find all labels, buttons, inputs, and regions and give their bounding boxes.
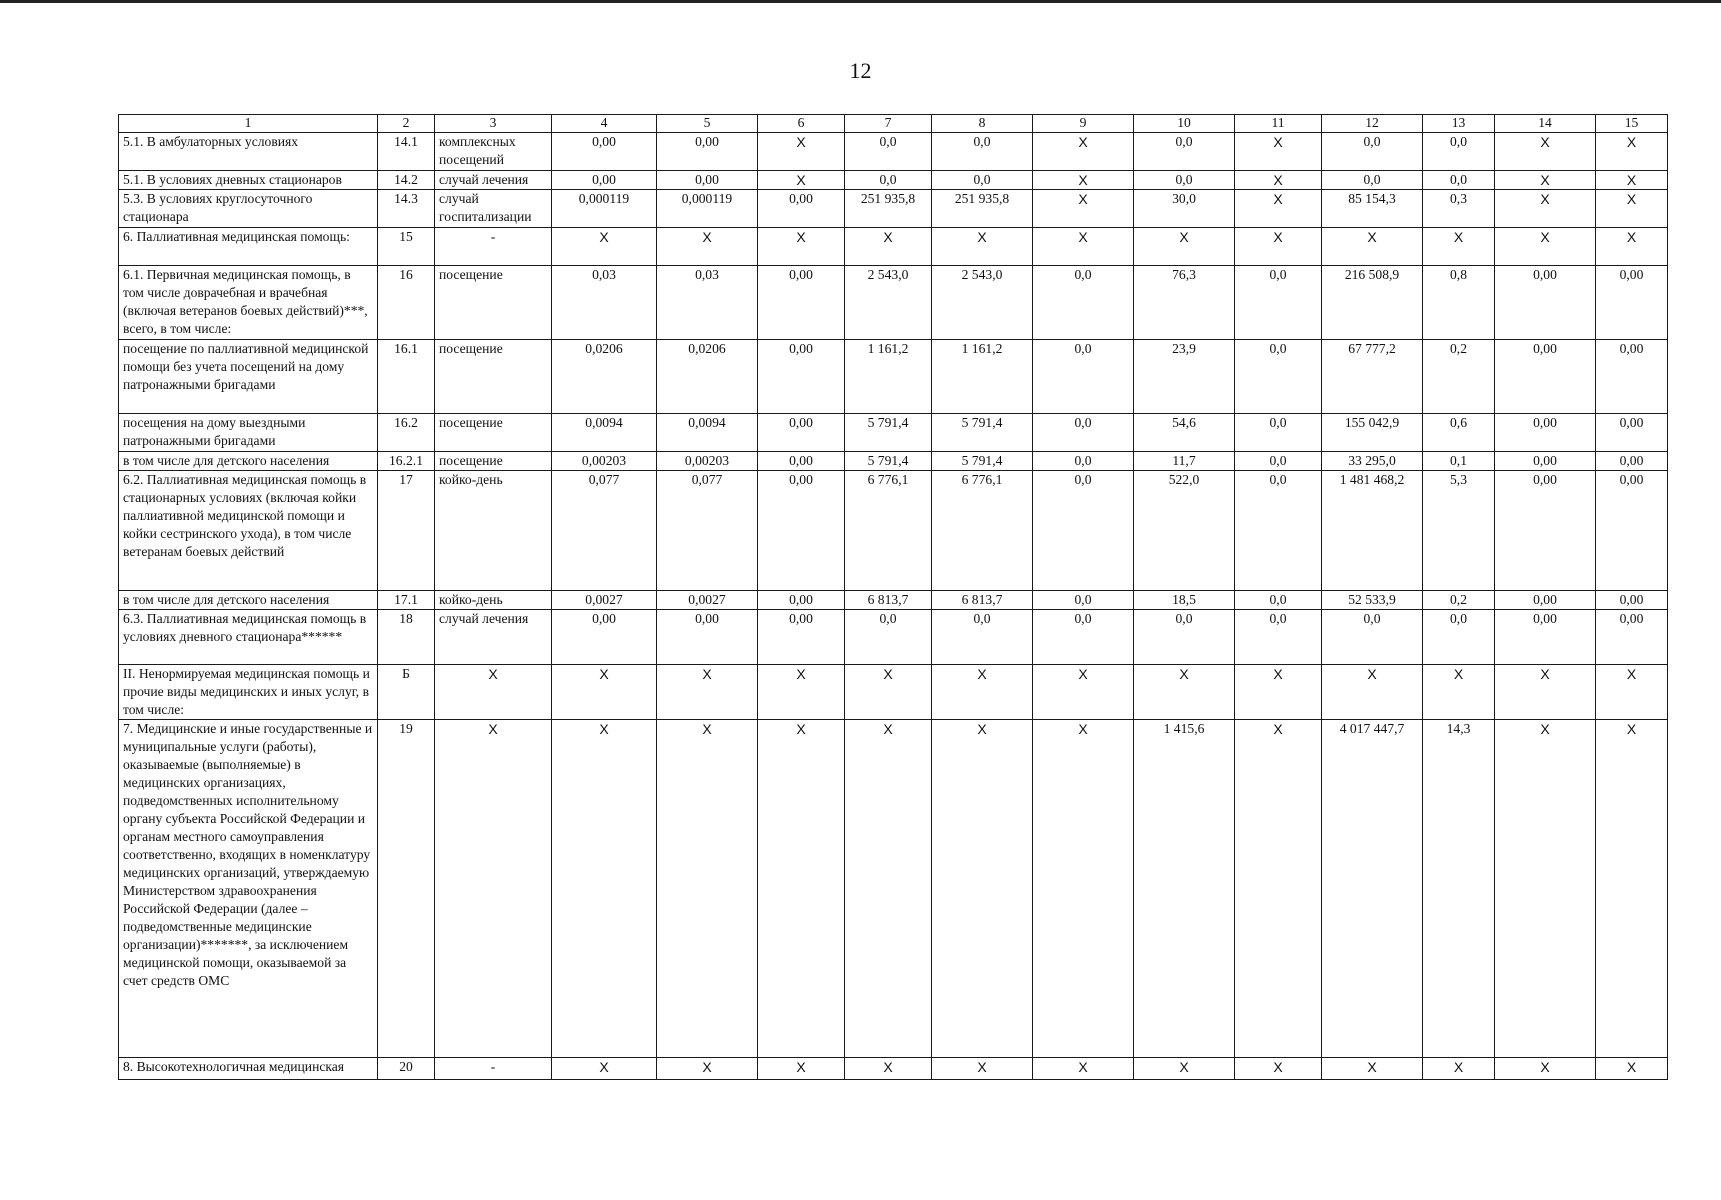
table-cell: X [657,1058,758,1080]
table-row [119,228,1668,266]
table-cell: 0,0 [1134,610,1235,665]
table-cell: 0,00 [1495,471,1596,591]
table-cell: 0,00 [758,340,845,414]
table-cell: - [435,1058,552,1080]
row-label-cell: 6. Паллиативная медицинская помощь: [119,228,378,266]
table-cell: X [1495,720,1596,1058]
table-cell: X [758,133,845,171]
table-cell: 0,0206 [552,340,657,414]
table-row [119,414,1668,452]
table-cell: 14.1 [378,133,435,171]
table-cell: X [1596,171,1668,190]
table-cell: 0,00 [758,471,845,591]
table-cell: X [1134,228,1235,266]
table-cell: X [1423,665,1495,720]
table-cell: X [932,665,1033,720]
table-cell: 1 481 468,2 [1322,471,1423,591]
table-cell: X [1033,1058,1134,1080]
table-cell: X [1495,1058,1596,1080]
table-cell: X [1033,228,1134,266]
table-cell: 14.2 [378,171,435,190]
table-cell: 0,0 [1423,610,1495,665]
header-cell: 11 [1235,115,1322,133]
table-cell: 0,00 [657,610,758,665]
table-cell: X [1423,228,1495,266]
table-cell: 0,0 [932,171,1033,190]
table-cell: X [1235,190,1322,228]
table-cell: X [1235,133,1322,171]
table-row [119,266,1668,340]
table-cell: 0,00 [657,133,758,171]
table-row [119,171,1668,190]
table-cell: 0,0 [1235,610,1322,665]
table-cell: 6 776,1 [845,471,932,591]
table-cell: 1 161,2 [932,340,1033,414]
table-cell: случай лечения [435,610,552,665]
table-cell: 0,0094 [552,414,657,452]
table-cell: X [552,665,657,720]
table-cell: 1 161,2 [845,340,932,414]
table-cell: 0,0 [1235,471,1322,591]
table-cell: X [1033,133,1134,171]
table-cell: X [758,1058,845,1080]
table-cell: 0,0 [1033,340,1134,414]
header-cell: 12 [1322,115,1423,133]
table-cell: 0,00 [1495,610,1596,665]
table-cell: 18,5 [1134,591,1235,610]
table-cell: 251 935,8 [932,190,1033,228]
table-cell: 16 [378,266,435,340]
table-cell: 17.1 [378,591,435,610]
header-cell: 6 [758,115,845,133]
table-cell: 0,03 [657,266,758,340]
header-cell: 5 [657,115,758,133]
table-cell: X [1596,228,1668,266]
table-cell: 52 533,9 [1322,591,1423,610]
table-row [119,665,1668,720]
table-cell: X [845,665,932,720]
header-cell: 15 [1596,115,1668,133]
table-cell: 67 777,2 [1322,340,1423,414]
table-cell: X [657,228,758,266]
header-cell: 7 [845,115,932,133]
table-cell: 17 [378,471,435,591]
table-cell: 0,0 [1322,171,1423,190]
scan-edge [0,0,1721,3]
table-cell: 6 776,1 [932,471,1033,591]
table-cell: X [435,665,552,720]
table-cell: 54,6 [1134,414,1235,452]
table-cell: 5 791,4 [845,452,932,471]
table-cell: случай лечения [435,171,552,190]
table-cell: 0,00203 [657,452,758,471]
table-cell: X [1596,720,1668,1058]
row-label-cell: II. Ненормируемая медицинская помощь и прочие виды медицинских и иных услуг, в том числе: [119,665,378,720]
table-row [119,190,1668,228]
table-cell: 0,0 [1134,133,1235,171]
table-cell: 0,00 [1495,591,1596,610]
table-cell: 0,0094 [657,414,758,452]
table-cell: 0,077 [552,471,657,591]
table-cell: 0,00 [758,414,845,452]
table-cell: X [435,720,552,1058]
table-cell: 0,00203 [552,452,657,471]
table-cell: X [1495,190,1596,228]
row-label-cell: 5.1. В условиях дневных стационаров [119,171,378,190]
table-cell: 14,3 [1423,720,1495,1058]
table-cell: 0,00 [552,171,657,190]
table-cell: 0,0 [1033,610,1134,665]
table-cell: 0,00 [552,133,657,171]
header-cell: 13 [1423,115,1495,133]
table-cell: 0,0 [1134,171,1235,190]
table-cell: 0,0 [1235,266,1322,340]
table-cell: 0,0 [845,610,932,665]
table-cell: 0,0206 [657,340,758,414]
table-cell: 0,1 [1423,452,1495,471]
table-cell: 0,00 [1596,471,1668,591]
table-cell: 0,0 [1235,414,1322,452]
table-cell: 16.2 [378,414,435,452]
table-cell: X [1033,665,1134,720]
table-cell: 0,00 [758,266,845,340]
table-cell: 19 [378,720,435,1058]
table-cell: 0,0 [1423,171,1495,190]
table-row [119,340,1668,414]
table-cell: 5 791,4 [932,452,1033,471]
table-cell: 0,0 [1235,452,1322,471]
table-cell: X [1134,1058,1235,1080]
table-cell: 0,0 [1235,340,1322,414]
table-cell: 0,00 [1596,266,1668,340]
table-cell: 0,03 [552,266,657,340]
table-cell: 0,0 [1423,133,1495,171]
table-cell: X [932,1058,1033,1080]
table-cell: 6 813,7 [845,591,932,610]
table-cell: 0,0 [1033,414,1134,452]
table-cell: 0,0027 [552,591,657,610]
table-cell: 6 813,7 [932,591,1033,610]
row-label-cell: 7. Медицинские и иные государственные и муниципальные услуги (работы), оказываемые (выполняемые) в медицинских организациях, подведомственных исполнительному органу субъекта Российской Федерации и органам местного самоуправления соответственно, входящих в номенклатуру медицинских организаций, утверждаемую Министерством здравоохранения Российской Федерации (далее – подведомственные медицинские организации)*******, за исключением медицинской помощи, оказываемой за счет средств ОМС [119,720,378,1058]
table-cell: 0,6 [1423,414,1495,452]
table-cell: X [758,720,845,1058]
header-cell: 14 [1495,115,1596,133]
table-cell: X [1596,133,1668,171]
table-cell: X [1495,133,1596,171]
table-cell: - [435,228,552,266]
table-cell: 0,00 [1596,340,1668,414]
table-cell: X [1235,228,1322,266]
table-cell: 20 [378,1058,435,1080]
table-cell: 0,00 [758,190,845,228]
table-cell: 0,00 [1596,414,1668,452]
table-cell: 0,0 [1033,266,1134,340]
table-cell: X [1235,665,1322,720]
table-cell: 16.1 [378,340,435,414]
table-cell: X [1322,665,1423,720]
table-cell: 155 042,9 [1322,414,1423,452]
table-cell: X [1596,1058,1668,1080]
row-label-cell: 8. Высокотехнологичная медицинская [119,1058,378,1080]
table-cell: X [845,720,932,1058]
table-cell: 0,0 [1033,452,1134,471]
table-cell: 14.3 [378,190,435,228]
table-cell: X [1033,171,1134,190]
header-cell: 3 [435,115,552,133]
table-cell: 4 017 447,7 [1322,720,1423,1058]
table-cell: X [1495,228,1596,266]
table-cell: 0,0 [1322,610,1423,665]
table-cell: 0,00 [758,452,845,471]
table-cell: 76,3 [1134,266,1235,340]
table-cell: 2 543,0 [845,266,932,340]
table-cell: 522,0 [1134,471,1235,591]
table-cell: X [932,228,1033,266]
table-cell: 11,7 [1134,452,1235,471]
table-row [119,452,1668,471]
table-cell: посещение [435,266,552,340]
header-cell: 10 [1134,115,1235,133]
row-label-cell: посещение по паллиативной медицинской помощи без учета посещений на дому патронажными бригадами [119,340,378,414]
table-cell: 16.2.1 [378,452,435,471]
table-cell: 0,2 [1423,340,1495,414]
table-cell: 0,000119 [657,190,758,228]
table-cell: X [657,665,758,720]
table-cell: 30,0 [1134,190,1235,228]
table-cell: X [758,171,845,190]
table-cell: 216 508,9 [1322,266,1423,340]
table-cell: 2 543,0 [932,266,1033,340]
table-row [119,471,1668,591]
table-cell: 0,00 [1495,414,1596,452]
row-label-cell: 6.3. Паллиативная медицинская помощь в условиях дневного стационара****** [119,610,378,665]
table-cell: X [1322,228,1423,266]
row-label-cell: 5.3. В условиях круглосуточного стационара [119,190,378,228]
table-cell: 0,00 [1495,452,1596,471]
table-cell: койко-день [435,471,552,591]
table-cell: X [552,228,657,266]
table-cell: посещение [435,452,552,471]
table-row [119,720,1668,1058]
table-cell: комплексных посещений [435,133,552,171]
table-cell: 1 415,6 [1134,720,1235,1058]
table-cell: 0,00 [1596,610,1668,665]
table-cell: X [845,1058,932,1080]
table-cell: 0,00 [657,171,758,190]
row-label-cell: в том числе для детского населения [119,591,378,610]
table-cell: 0,0 [1322,133,1423,171]
header-cell: 8 [932,115,1033,133]
table-cell: 0,0 [932,133,1033,171]
table-cell: X [1495,665,1596,720]
table-cell: X [552,1058,657,1080]
table-cell: X [1322,1058,1423,1080]
table-cell: 5 791,4 [845,414,932,452]
table-cell: 0,2 [1423,591,1495,610]
table-cell: 5 791,4 [932,414,1033,452]
table-cell: 0,0027 [657,591,758,610]
data-table [118,114,1668,1080]
table-cell: X [758,665,845,720]
header-row [119,115,1668,133]
table-cell: посещение [435,340,552,414]
table-cell: 251 935,8 [845,190,932,228]
table-row [119,1058,1668,1080]
table-cell: 0,0 [845,171,932,190]
table-cell: посещение [435,414,552,452]
table-cell: X [932,720,1033,1058]
table-cell: 0,000119 [552,190,657,228]
table-cell: 0,0 [932,610,1033,665]
header-cell: 4 [552,115,657,133]
table-cell: X [1235,1058,1322,1080]
row-label-cell: 5.1. В амбулаторных условиях [119,133,378,171]
table-cell: X [657,720,758,1058]
table-cell: 5,3 [1423,471,1495,591]
table-cell: 23,9 [1134,340,1235,414]
table-cell: X [552,720,657,1058]
table-cell: X [1423,1058,1495,1080]
table-cell: койко-день [435,591,552,610]
table-cell: 0,00 [552,610,657,665]
header-cell: 9 [1033,115,1134,133]
table-cell: 0,0 [1033,471,1134,591]
table-cell: 33 295,0 [1322,452,1423,471]
table-cell: Б [378,665,435,720]
table-cell: X [1495,171,1596,190]
table-cell: 0,3 [1423,190,1495,228]
row-label-cell: посещения на дому выездными патронажными бригадами [119,414,378,452]
table-cell: X [1134,665,1235,720]
table-cell: 18 [378,610,435,665]
table-cell: 0,00 [1596,452,1668,471]
page-number: 12 [849,58,872,83]
table-cell: 0,00 [758,591,845,610]
table-cell: 85 154,3 [1322,190,1423,228]
row-label-cell: 6.2. Паллиативная медицинская помощь в стационарных условиях (включая койки паллиативной медицинской помощи и койки сестринского ухода), в том числе ветеранам боевых действий [119,471,378,591]
table-row [119,591,1668,610]
table-cell: X [1033,720,1134,1058]
table-cell: 0,077 [657,471,758,591]
table-cell: 0,0 [845,133,932,171]
table-cell: X [1235,720,1322,1058]
header-cell: 2 [378,115,435,133]
row-label-cell: 6.1. Первичная медицинская помощь, в том числе доврачебная и врачебная (включая ветеранов боевых действий)***, всего, в том числе: [119,266,378,340]
table-cell: случай госпитализации [435,190,552,228]
table-cell: 0,00 [758,610,845,665]
table-cell: 0,0 [1235,591,1322,610]
table-row [119,133,1668,171]
table-cell: 0,00 [1596,591,1668,610]
table-cell: 0,8 [1423,266,1495,340]
header-cell: 1 [119,115,378,133]
row-label-cell: в том числе для детского населения [119,452,378,471]
table-cell: X [1596,190,1668,228]
table-cell: 0,0 [1033,591,1134,610]
table-cell: X [1235,171,1322,190]
table-cell: X [1596,665,1668,720]
table-cell: 0,00 [1495,340,1596,414]
table-cell: X [845,228,932,266]
table-cell: X [1033,190,1134,228]
table-cell: 15 [378,228,435,266]
table-cell: 0,00 [1495,266,1596,340]
table-row [119,610,1668,665]
table-cell: X [758,228,845,266]
